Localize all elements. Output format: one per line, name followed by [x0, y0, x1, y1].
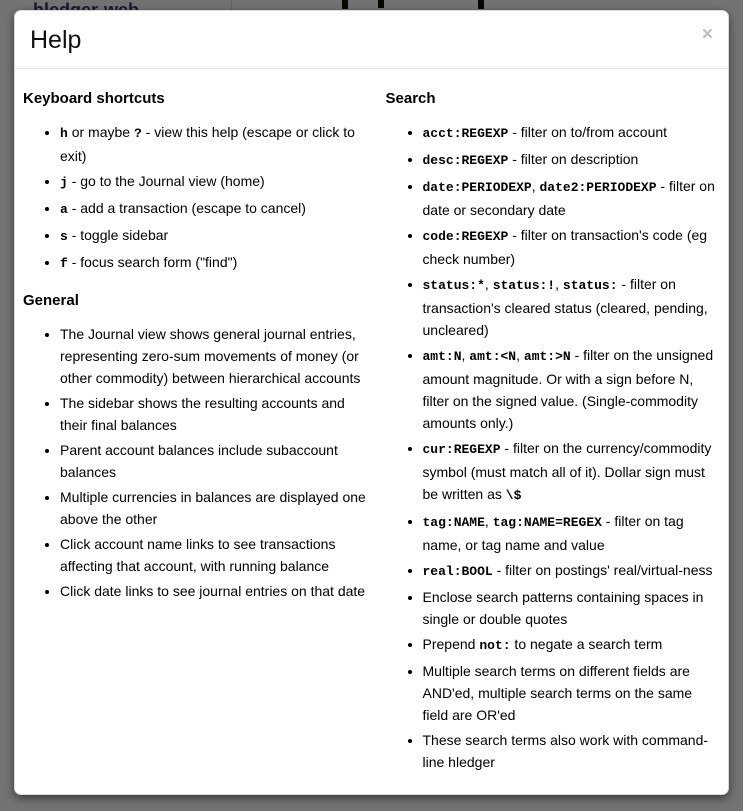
- list-item: • status:*, status:!, status: - filter on transaction's cleared status (cleared, pending, uncleared): [423, 273, 721, 341]
- list-item: • amt:N, amt:<N, amt:>N - filter on the unsigned amount magnitude. Or with a sign before N, filter on the signed value. (Single-commodity amounts only.): [423, 344, 721, 434]
- code-span: status:!: [492, 278, 556, 293]
- code-span: amt:>N: [523, 349, 571, 364]
- code-span: status:*: [422, 278, 485, 293]
- code-span: tag:NAME=REGEX: [492, 515, 602, 530]
- code-span: date:PERIODEXP: [422, 180, 532, 195]
- list-item: • f - focus search form ("find"): [60, 251, 372, 275]
- list-item: • tag:NAME, tag:NAME=REGEX - filter on tag name, or tag name and value: [423, 510, 721, 556]
- list-item: • date:PERIODEXP, date2:PERIODEXP - filter on date or secondary date: [423, 175, 721, 221]
- code-span: j: [60, 175, 68, 190]
- section-heading: Search: [385, 90, 436, 107]
- modal-title: Help: [30, 26, 82, 54]
- code-span: amt:<N: [469, 349, 517, 364]
- code-span: cur:REGEXP: [422, 442, 501, 457]
- code-span: acct:REGEXP: [422, 126, 509, 141]
- bullet-list: [23, 323, 372, 602]
- code-span: h: [60, 126, 68, 141]
- list-item: • Click account name links to see transactions affecting that account, with running balance: [60, 533, 372, 577]
- code-span: desc:REGEXP: [422, 153, 509, 168]
- list-item: • Multiple search terms on different fields are AND'ed, multiple search terms on the same field are OR'ed: [423, 660, 721, 726]
- list-item: • j - go to the Journal view (home): [60, 170, 372, 194]
- code-span: ?: [133, 126, 142, 141]
- list-item: • The Journal view shows general journal entries, representing zero-sum movements of money (or other commodity) between hierarchical accounts: [60, 323, 372, 389]
- code-span: amt:N: [422, 349, 462, 364]
- help-column-right: [372, 75, 721, 789]
- list-item: • Parent account balances include subaccount balances: [60, 439, 372, 483]
- help-modal: [14, 10, 729, 795]
- code-span: real:BOOL: [422, 564, 493, 579]
- code-span: \$: [505, 488, 522, 503]
- section-heading: General: [23, 292, 79, 309]
- list-item: • desc:REGEXP - filter on description: [423, 148, 721, 172]
- list-item: • Prepend not: to negate a search term: [423, 633, 721, 657]
- code-span: s: [60, 229, 68, 244]
- list-item: • acct:REGEXP - filter on to/from account: [423, 121, 721, 145]
- list-item: • real:BOOL - filter on postings' real/virtual-ness: [423, 559, 721, 583]
- list-item: • cur:REGEXP - filter on the currency/commodity symbol (must match all of it). Dollar sign must be written as \$: [423, 437, 721, 507]
- help-column-left: [23, 75, 372, 789]
- list-item: • The sidebar shows the resulting accounts and their final balances: [60, 392, 372, 436]
- code-span: date2:PERIODEXP: [539, 180, 657, 195]
- list-item: • h or maybe ? - view this help (escape or click to exit): [60, 121, 372, 167]
- modal-body: [15, 69, 728, 799]
- code-span: status:: [562, 278, 618, 293]
- modal-header: [15, 11, 728, 69]
- list-item: • Enclose search patterns containing spaces in single or double quotes: [423, 586, 721, 630]
- code-span: code:REGEXP: [422, 229, 509, 244]
- list-item: • These search terms also work with command-line hledger: [423, 729, 721, 773]
- code-span: not:: [479, 638, 511, 653]
- code-span: f: [60, 256, 68, 271]
- section-heading: Keyboard shortcuts: [23, 90, 165, 107]
- list-item: • a - add a transaction (escape to cancel): [60, 197, 372, 221]
- list-item: • s - toggle sidebar: [60, 224, 372, 248]
- list-item: • Click date links to see journal entries on that date: [60, 580, 372, 602]
- bullet-list: [386, 121, 721, 773]
- bullet-list: [23, 121, 372, 275]
- list-item: • Multiple currencies in balances are displayed one above the other: [60, 486, 372, 530]
- code-span: a: [60, 202, 68, 217]
- list-item: • code:REGEXP - filter on transaction's code (eg check number): [423, 224, 721, 270]
- code-span: tag:NAME: [422, 515, 485, 530]
- close-icon[interactable]: ×: [701, 24, 713, 45]
